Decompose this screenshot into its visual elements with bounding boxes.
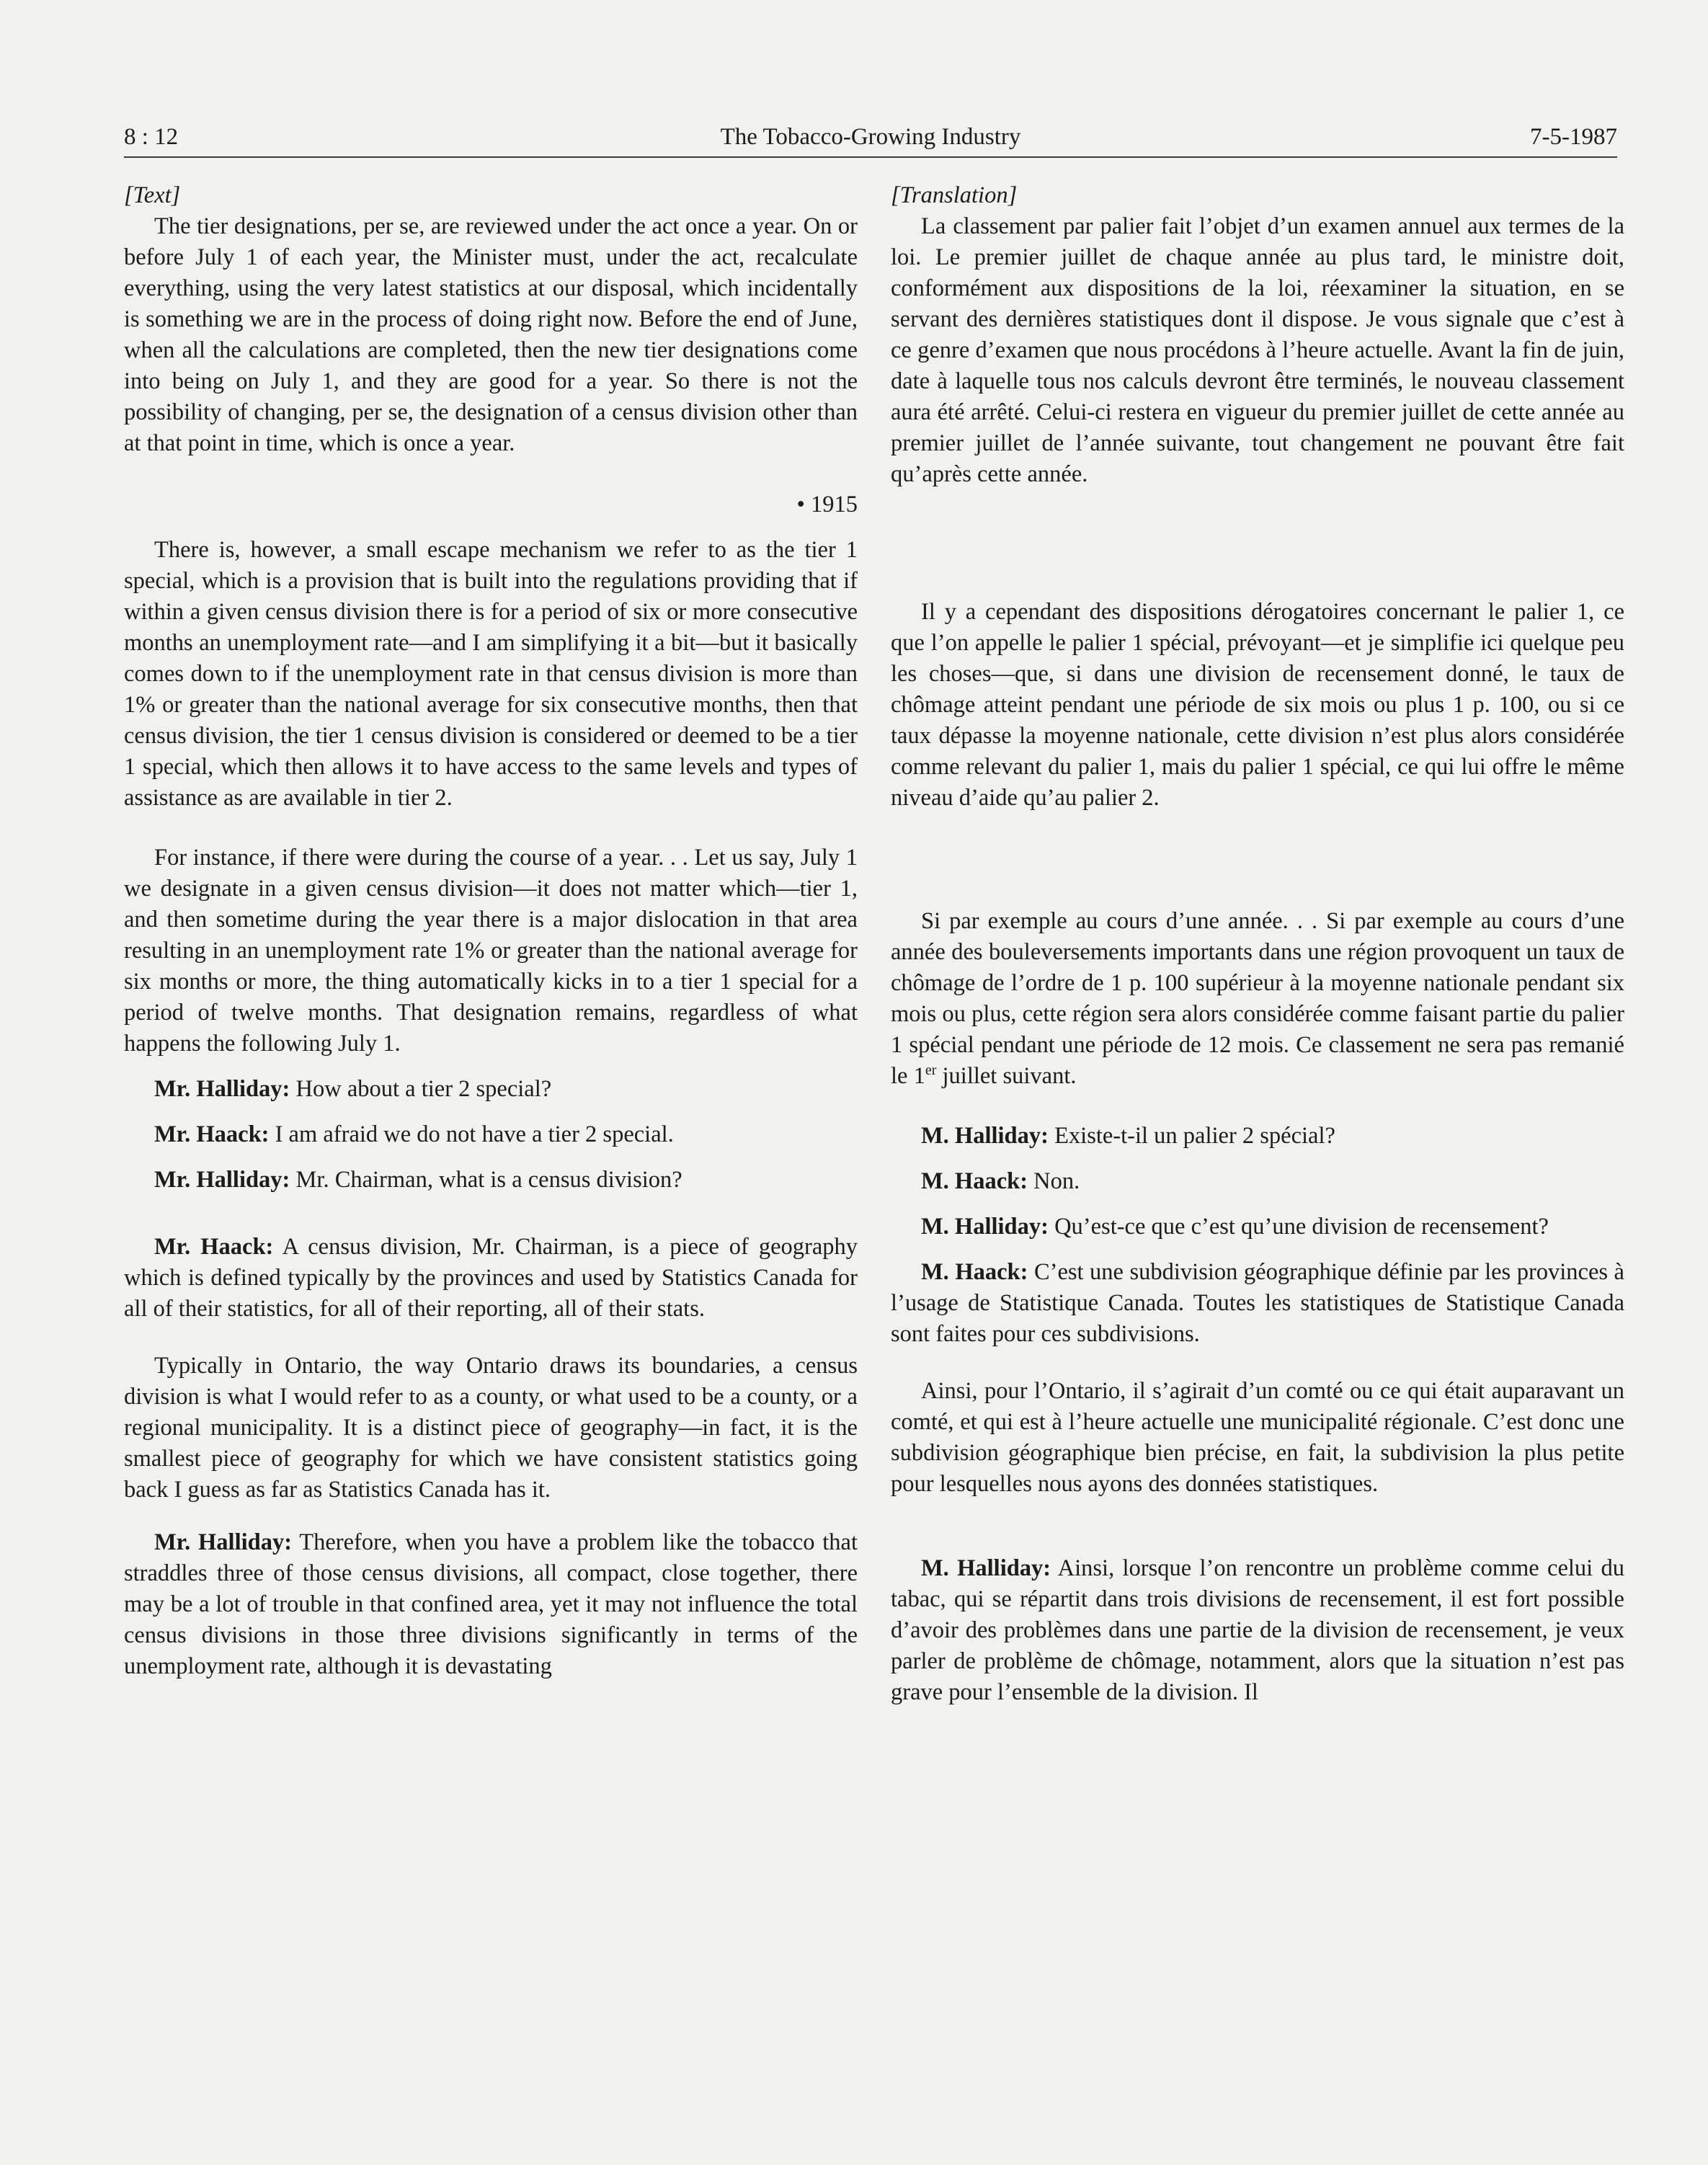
paragraph: Typically in Ontario, the way Ontario draws its boundaries, a census division is what I would refer to as a county, or what used to be a county, or a regional municipality. It is a distinct piece of geography—in fact, it is the smallest piece of geography for which we have consistent statistics going back I guess as far as Statistics Canada has it. (124, 1353, 858, 1503)
paragraph: Ainsi, pour l’Ontario, il s’agirait d’un comté ou ce qui était auparavant un comté, et qui est à l’heure actuelle une municipalité régionale. C’est donc une subdivision géographique bien précise, en fait, la subdivision la plus petite pour lesquelles nous ayons des données statistiques. (891, 1378, 1624, 1497)
speech-text: I am afraid we do not have a tier 2 special. (269, 1121, 674, 1147)
speech-text: Non. (1028, 1168, 1080, 1194)
section-label-text: Text (133, 182, 172, 208)
speech (891, 1166, 1624, 1197)
paragraph: The tier designations, per se, are reviewed under the act once a year. On or before July 1 of each year, the Minister must, under the act, recalculate everything, using the very latest statistics at our disposal, which incidentally is something we are in the process of doing right now. Before the end of June, when all the calculations are completed, then the new tier designations come into being on July 1, and they are good for a year. So there is not the possibility of changing, per se, the designation of a census division other than at that point in time, which is once a year. (124, 213, 858, 456)
paragraph: For instance, if there were during the course of a year. . . Let us say, July 1 we designate in a given census division—it does not matter which—tier 1, and then sometime during the year there is a major dislocation in that area resulting in an unemployment rate 1% or greater than the national average for six months or more, the thing automatically kicks in to a tier 1 special for a period of twelve months. That designation remains, regardless of what happens the following July 1. (124, 845, 858, 1057)
speech-text: Ainsi, lorsque l’on rencontre un problème comme celui du tabac, qui se répartit dans trois divisions de recensement, il est fort possible d’avoir des problèmes dans une partie de la division de recensement, je veux parler de problème de chômage, notamment, alors que la situation n’est pas grave pour l’ensemble de la division. Il (891, 1555, 1624, 1705)
running-title: The Tobacco-Growing Industry (720, 124, 1021, 150)
speaker-name: Mr. Halliday: (154, 1076, 290, 1102)
date: 7-5-1987 (1530, 124, 1617, 150)
paragraph-text: Si par exemple au cours d’une année. . . Si par exemple au cours d’une année des bouleversements importants dans une région provoquent un taux de chômage de l’ordre de 1 p. 100 supérieur à la moyenne nationale pendant six mois ou plus, cette région sera alors considérée comme faisant partie du palier 1 spécial pendant une période de 12 mois. Ce classement ne sera pas remanié le 1 (891, 908, 1624, 1089)
header-rule (124, 156, 1617, 158)
speaker-name: M. Halliday: (921, 1123, 1049, 1149)
speech (124, 1232, 858, 1325)
section-label: [Text] (124, 182, 181, 208)
paragraph: La classement par palier fait l’objet d’un examen annuel aux termes de la loi. Le premier juillet de chaque année au plus tard, le ministre doit, conformément aux dispositions de la loi, réexaminer la situation, en se servant des dernières statistiques dont il dispose. Je vous signale que c’est à ce genre d’examen que nous procédons à l’heure actuelle. Avant la fin de juin, date à laquelle tous nos calculs devront être terminés, le nouveau classement aura été arrêté. Celui-ci restera en vigueur du premier juillet de cette année au premier juillet de l’année suivante, tout changement ne pouvant être fait qu’après cette année. (891, 213, 1624, 487)
speech (124, 1074, 858, 1105)
speech-text: Qu’est-ce que c’est qu’une division de recensement? (1048, 1214, 1549, 1240)
speech (891, 1553, 1624, 1708)
speech-text: C’est une subdivision géographique définie par les provinces à l’usage de Statistique Canada. Toutes les statistiques de Statistique Canada sont faites pour ces subdivisions. (891, 1259, 1624, 1347)
speech (891, 1257, 1624, 1350)
speech-text: How about a tier 2 special? (290, 1076, 552, 1102)
section-label: [Translation] (891, 182, 1018, 208)
english-column (124, 180, 858, 2061)
time-marker: • 1915 (796, 492, 858, 517)
french-column (891, 180, 1624, 2061)
paragraph-text: juillet suivant. (936, 1063, 1077, 1089)
speech (124, 1119, 858, 1150)
paragraph: There is, however, a small escape mechanism we refer to as the tier 1 special, which is a provision that is built into the regulations providing that if within a given census division there is for a period of six or more consecutive months an unemployment rate—and I am simplifying it a bit—but it basically comes down to if the unemployment rate in that census division is more than 1% or greater than the national average for six consecutive months, then that census division, the tier 1 census division is considered or deemed to be a tier 1 special, which then allows it to have access to the same levels and types of assistance as are available in tier 2. (124, 537, 858, 811)
section-label-text: Translation (899, 182, 1008, 208)
speaker-name: Mr. Halliday: (154, 1529, 293, 1555)
speech (891, 1212, 1624, 1242)
speaker-name: M. Halliday: (921, 1555, 1051, 1581)
speech-text: Mr. Chairman, what is a census division? (290, 1167, 682, 1193)
superscript: er (925, 1062, 937, 1079)
speech-text: Existe-t-il un palier 2 spécial? (1048, 1123, 1335, 1149)
speaker-name: M. Halliday: (921, 1214, 1049, 1240)
speaker-name: M. Haack: (921, 1259, 1028, 1285)
paragraph: Il y a cependant des dispositions dérogatoires concernant le palier 1, ce que l’on appelle le palier 1 spécial, prévoyant—et je simplifie ici quelque peu les choses—que, si dans une division de recensement donné, le taux de chômage atteint pendant une période de six mois ou plus 1 p. 100, ou si ce taux dépasse la moyenne nationale, cette division n’est plus alors considérée comme relevant du palier 1, mais du palier 1 spécial, ce qui lui offre le même niveau d’aide qu’au palier 2. (891, 599, 1624, 811)
running-head (124, 119, 1617, 155)
speech (124, 1527, 858, 1682)
speaker-name: Mr. Haack: (154, 1121, 270, 1147)
speech-text: A census division, Mr. Chairman, is a piece of geography which is defined typically by the provinces and used by Statistics Canada for all of their statistics, for all of their reporting, all of their stats. (124, 1234, 858, 1322)
speaker-name: Mr. Halliday: (154, 1167, 290, 1193)
speaker-name: Mr. Haack: (154, 1234, 274, 1260)
page-number: 8 : 12 (124, 124, 179, 150)
speech (891, 1121, 1624, 1152)
speech-text: Therefore, when you have a problem like the tobacco that straddles three of those census divisions, all compact, close together, there may be a lot of trouble in that confined area, yet it may not influence the total census divisions in those three divisions significantly in terms of the unemployment rate, although it is devastating (124, 1529, 858, 1679)
paragraph (891, 906, 1624, 1092)
speech (124, 1165, 858, 1196)
speaker-name: M. Haack: (921, 1168, 1028, 1194)
